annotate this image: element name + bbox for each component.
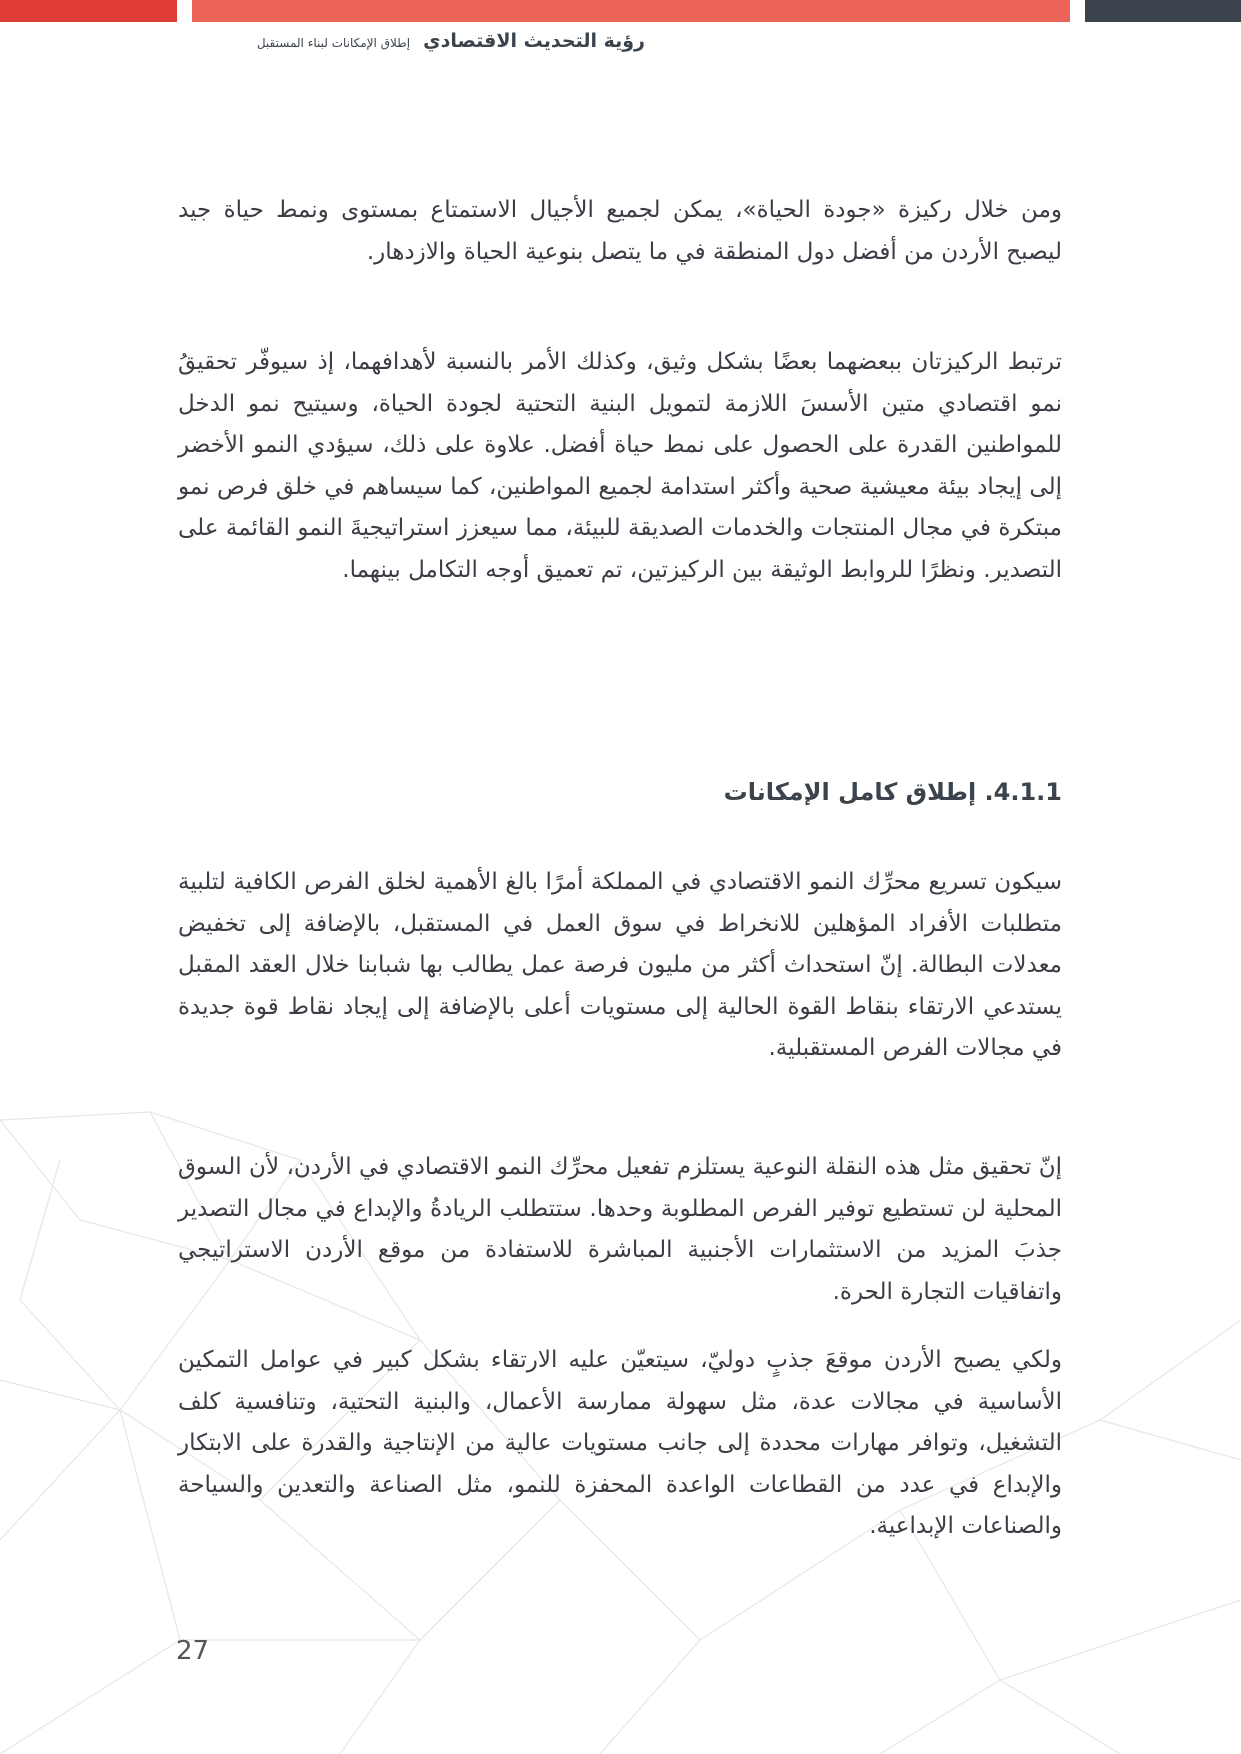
running-header [195,30,645,52]
paragraph-intro-1 [178,190,1062,273]
paragraph-intro-2 [178,342,1062,591]
header-bar-dark [1085,0,1241,22]
header-bar-coral [192,0,1070,22]
section-paragraph-1 [178,862,1062,1070]
paragraph-text: ترتبط الركيزتان ببعضهما بعضًا بشكل وثيق، وكذلك الأمر بالنسبة لأهدافهما، إذ سيوفّر تحقيقُ نمو اقتصادي متين الأسسَ اللازمة لتمويل البنية التحتية لجودة الحياة، وسيتيح نمو الدخل للمواطنين القدرة على الحصول على نمط حياة أفضل. علاوة على ذلك، سيؤدي النمو الأخضر إلى إيجاد بيئة معيشية صحية وأكثر استدامة لجميع المواطنين، كما سيساهم في خلق فرص نمو مبتكرة في مجال المنتجات والخدمات الصديقة للبيئة، مما سيعزز استراتيجيةَ النمو القائمة على التصدير. ونظرًا للروابط الوثيقة بين الركيزتين، تم تعميق أوجه التكامل بينهما. [178,349,1062,583]
section-paragraph-2 [178,1147,1062,1313]
document-title: رؤية التحديث الاقتصادي [423,30,645,52]
section-heading: 4.1.1. إطلاق كامل الإمكانات [723,778,1062,806]
paragraph-text: سيكون تسريع محرِّك النمو الاقتصادي في المملكة أمرًا بالغ الأهمية لخلق الفرص الكافية لتلبية متطلبات الأفراد المؤهلين للانخراط في سوق العمل في المستقبل، بالإضافة إلى تخفيض معدلات البطالة. إنّ استحداث أكثر من مليون فرصة عمل يطالب بها شبابنا خلال العقد المقبل يستدعي الارتقاء بنقاط القوة الحالية إلى مستويات أعلى بالإضافة إلى إيجاد نقاط قوة جديدة في مجالات الفرص المستقبلية. [178,869,1062,1061]
header-bar-red [0,0,177,22]
section-paragraph-3 [178,1340,1062,1548]
paragraph-text: ومن خلال ركيزة «جودة الحياة»، يمكن لجميع الأجيال الاستمتاع بمستوى ونمط حياة جيد ليصبح الأردن من أفضل دول المنطقة في ما يتصل بنوعية الحياة والازدهار. [178,197,1062,265]
page-number: 27 [176,1636,210,1666]
paragraph-text: ولكي يصبح الأردن موقعَ جذبٍ دوليّ، سيتعيّن عليه الارتقاء بشكل كبير في عوامل التمكين الأساسية في مجالات عدة، مثل سهولة ممارسة الأعمال، والبنية التحتية، وتنافسية كلف التشغيل، وتوافر مهارات محددة إلى جانب مستويات عالية من الإنتاجية والقدرة على الابتكار والإبداع في عدد من القطاعات الواعدة المحفزة للنمو، مثل الصناعة والتعدين والسياحة والصناعات الإبداعية. [178,1347,1062,1539]
paragraph-text: إنّ تحقيق مثل هذه النقلة النوعية يستلزم تفعيل محرِّك النمو الاقتصادي في الأردن، لأن السوق المحلية لن تستطيع توفير الفرص المطلوبة وحدها. ستتطلب الريادةُ والإبداع في مجال التصدير جذبَ المزيد من الاستثمارات الأجنبية المباشرة للاستفادة من موقع الأردن الاستراتيجي واتفاقيات التجارة الحرة. [178,1154,1062,1305]
document-subtitle: إطلاق الإمكانات لبناء المستقبل [256,36,411,50]
